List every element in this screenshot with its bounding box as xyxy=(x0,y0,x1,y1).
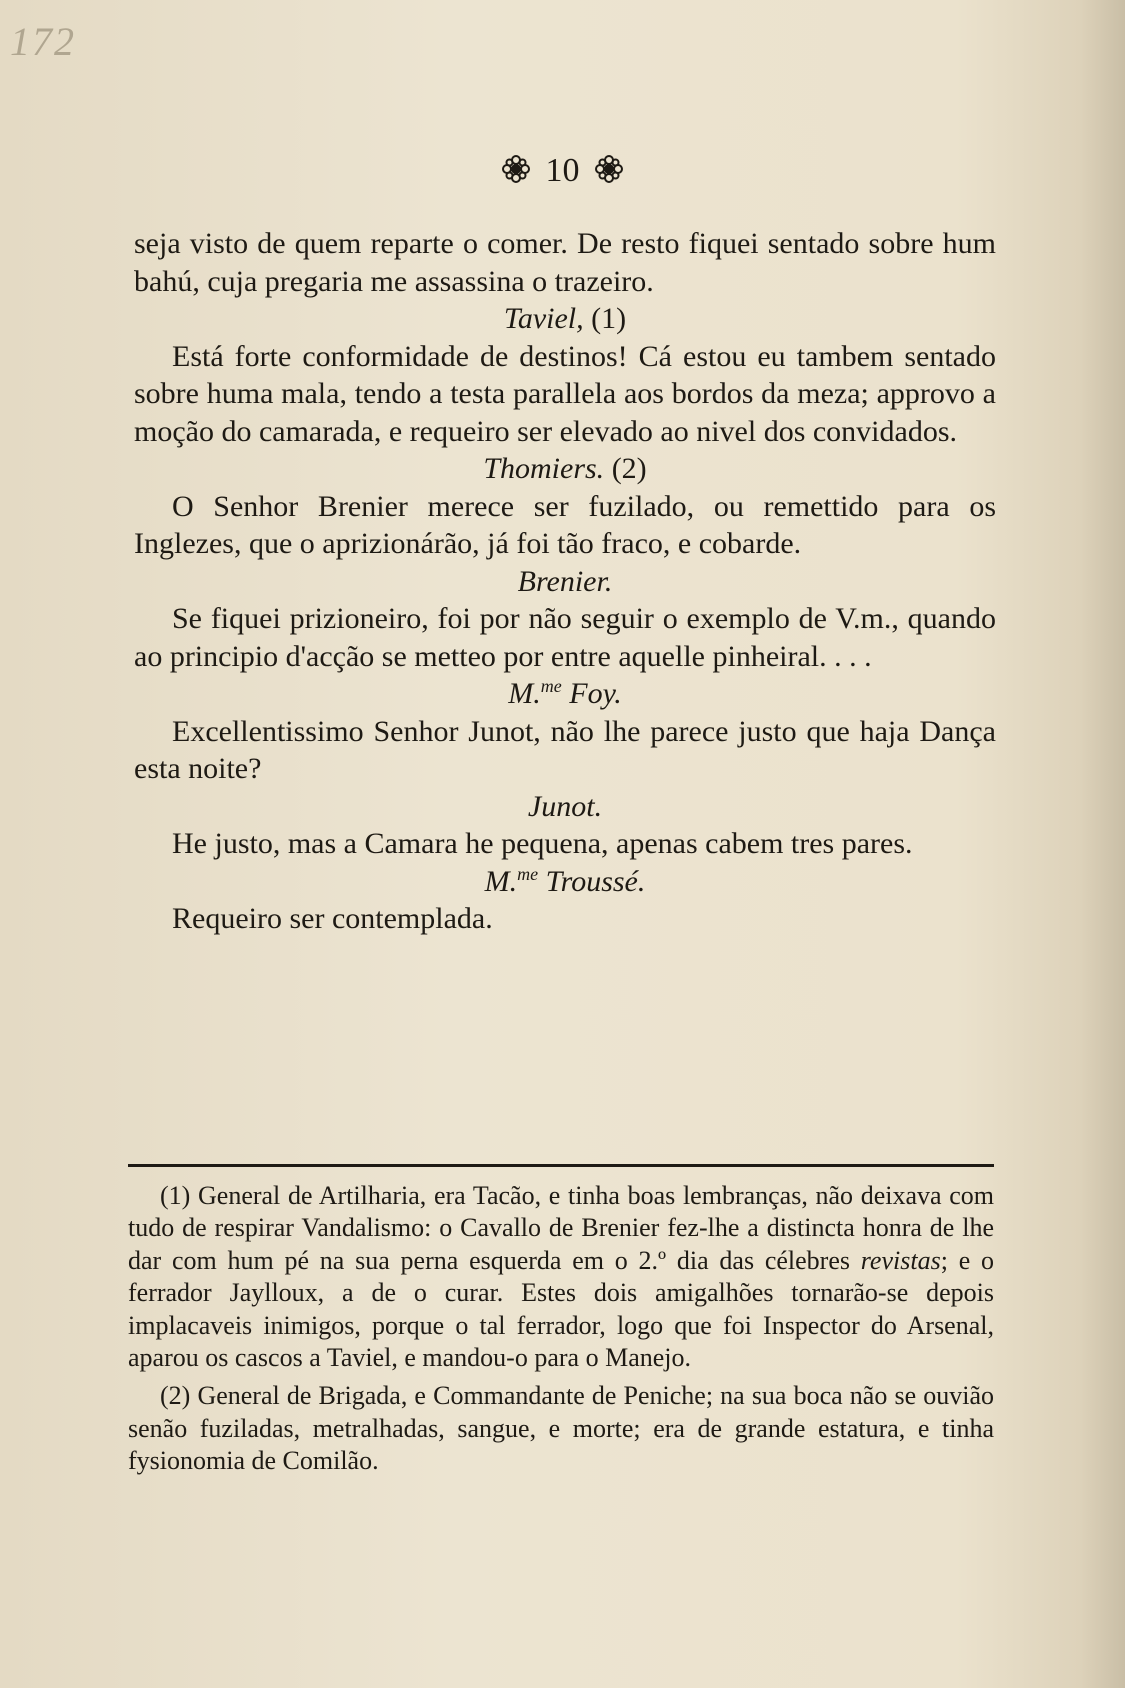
flower-ornament-icon xyxy=(501,154,531,193)
speaker-label: Taviel, xyxy=(503,302,584,335)
speaker-label: Thomiers. xyxy=(483,452,605,485)
page-number: 10 xyxy=(545,152,580,189)
footnote-text: ; e o ferrador Jaylloux, a de o curar. Estes dois amigalhões tornarão-se depois implacaveis inimigos, porque o tal ferrador, logo que foi Inspector do Arsenal, aparou os cascos a Taviel, e mandou-o para o Manejo. xyxy=(128,1245,995,1373)
speaker-surname: Troussé. xyxy=(538,864,646,898)
footnote-reference: (1) xyxy=(591,302,627,335)
dialogue-body xyxy=(134,225,996,938)
dialogue-paragraph: O Senhor Brenier merece ser fuzilado, ou remettido para os Inglezes, que o aprizionárão, já foi tão fraco, e cobarde. xyxy=(134,489,996,560)
footnote xyxy=(128,1180,994,1374)
dialogue-paragraph: Requeiro ser contemplada. xyxy=(172,902,493,935)
footnote-mark: (2) xyxy=(160,1381,191,1411)
footnote-text: General de Brigada, e Commandante de Peniche; na sua boca não se ouvião senão fuziladas, metralhadas, sangue, e morte; era de grande estatura, e tinha fysionomia de Comilão. xyxy=(128,1381,994,1476)
footnotes xyxy=(128,1180,994,1478)
footnote xyxy=(128,1380,994,1477)
footnote-reference: (2) xyxy=(611,452,647,485)
corner-page-mark: 172 xyxy=(10,19,76,64)
footnote-divider xyxy=(128,1164,994,1167)
speaker-label: Junot. xyxy=(527,789,603,823)
dialogue-paragraph: Excellentissimo Senhor Junot, não lhe parece justo que haja Dança esta noite? xyxy=(134,714,996,785)
footnote-mark: (1) xyxy=(160,1181,191,1210)
speaker-title-superscript: me xyxy=(517,863,539,884)
flower-ornament-icon xyxy=(594,154,624,193)
speaker-surname: Foy. xyxy=(561,677,622,710)
page-header xyxy=(0,152,1125,193)
dialogue-paragraph: He justo, mas a Camara he pequena, apenas cabem tres pares. xyxy=(172,827,913,860)
dialogue-paragraph: Está forte conformidade de destinos! Cá estou eu tambem sentado sobre huma mala, tendo a testa parallela aos bordos da meza; approvo a moção do camarada, e requeiro ser elevado ao nivel dos convidados. xyxy=(134,339,996,448)
speaker-label: M. xyxy=(508,677,541,710)
footnote-text: General de Artilharia, era Tacão, e tinha boas lembranças, não deixava com tudo de respirar Vandalismo: o Cavallo de Brenier fez-lhe a distincta honra de lhe dar com hum pé na sua perna esquerda em o 2.º dia das célebres xyxy=(128,1181,994,1275)
footnote-emphasis: revistas xyxy=(860,1245,941,1275)
speaker-name xyxy=(134,450,996,488)
dialogue-paragraph: seja visto de quem reparte o comer. De resto fiquei sentado sobre hum bahú, cuja pregaria me assassina o trazeiro. xyxy=(134,227,996,298)
speaker-name xyxy=(134,675,996,713)
speaker-label: M. xyxy=(484,864,518,898)
speaker-name xyxy=(134,300,996,338)
speaker-label: Brenier. xyxy=(517,564,613,598)
speaker-title-superscript: me xyxy=(540,676,562,696)
dialogue-paragraph: Se fiquei prizioneiro, foi por não seguir o exemplo de V.m., quando ao principio d'acção se metteo por entre aquelle pinheiral. . . . xyxy=(134,602,996,673)
speaker-name xyxy=(134,788,996,826)
speaker-name xyxy=(134,863,996,901)
speaker-name xyxy=(134,563,996,601)
